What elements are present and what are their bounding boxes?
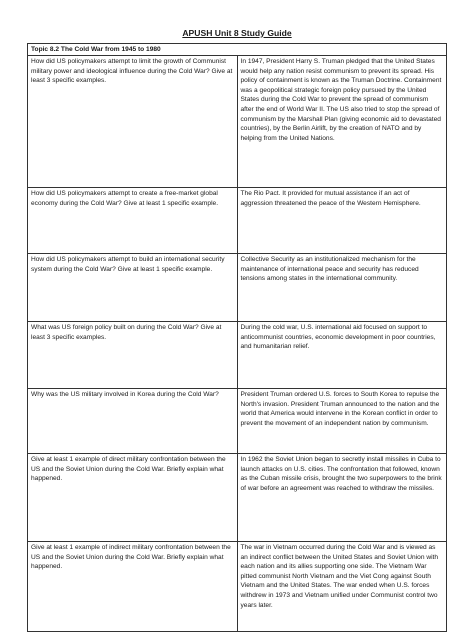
table-row [28,56,447,188]
answer-cell: President Truman ordered U.S. forces to South Korea to repulse the North's invasion. President Truman announced to the nation and the world that America would intervene in the Korean conflict in order to prevent the movement of an independent nation by communism. [237,389,447,454]
table-row [28,454,447,542]
answer-cell: The Rio Pact. It provided for mutual assistance if an act of aggression threatened the peace of the Western Hemisphere. [237,188,447,254]
question-cell: How did US policymakers attempt to build an international security system during the Cold War? Give at least 1 specific example. [28,254,238,322]
question-cell: Give at least 1 example of direct military confrontation between the US and the Soviet Union during the Cold War. Briefly explain what happened. [28,454,238,542]
topic-row [28,44,447,56]
question-cell: How did US policymakers attempt to create a free-market global economy during the Cold War? Give at least 1 specific example. [28,188,238,254]
document-title: APUSH Unit 8 Study Guide [182,28,292,38]
answer-cell: Collective Security as an institutionalized mechanism for the maintenance of international peace and security has reduced tensions among states in the international community. [237,254,447,322]
table-row [28,542,447,632]
study-guide-table [27,43,447,632]
answer-cell: In 1947, President Harry S. Truman pledged that the United States would help any nation resist communism to prevent its spread. His policy of containment is known as the Truman Doctrine. Containment was a geopolitical strategic foreign policy pursued by the United States during the Cold War to prevent the spread of communism after the end of World War II. The US also tried to stop the spread of communism by the Marshall Plan (giving economic aid to devastated countries), by the Berlin Airlift, by the creation of NATO and by helping from the United Nations. [237,56,447,188]
topic-heading: Topic 8.2 The Cold War from 1945 to 1980 [28,44,447,56]
table-row [28,322,447,389]
table-row [28,389,447,454]
table-row [28,188,447,254]
question-cell: Give at least 1 example of indirect military confrontation between the US and the Soviet Union during the Cold War. Briefly explain what happened. [28,542,238,632]
question-cell: Why was the US military involved in Korea during the Cold War? [28,389,238,454]
question-cell: What was US foreign policy built on during the Cold War? Give at least 3 specific examples. [28,322,238,389]
answer-cell: During the cold war, U.S. international aid focused on support to anticommunist countries, economic development in poor countries, and humanitarian relief. [237,322,447,389]
table-row [28,254,447,322]
answer-cell: The war in Vietnam occurred during the Cold War and is viewed as an indirect conflict between the United States and Soviet Union with each nation and its allies supporting one side. The Vietnam War pitted communist North Vietnam and the Viet Cong against South Vietnam and the United States. The war ended when U.S. forces withdrew in 1973 and Vietnam unified under Communist control two years later. [237,542,447,632]
answer-cell: In 1962 the Soviet Union began to secretly install missiles in Cuba to launch attacks on U.S. cities. The confrontation that followed, known as the Cuban missile crisis, brought the two superpowers to the brink of war before an agreement was reached to withdraw the missiles. [237,454,447,542]
question-cell: How did US policymakers attempt to limit the growth of Communist military power and ideological influence during the Cold War? Give at least 3 specific examples. [28,56,238,188]
